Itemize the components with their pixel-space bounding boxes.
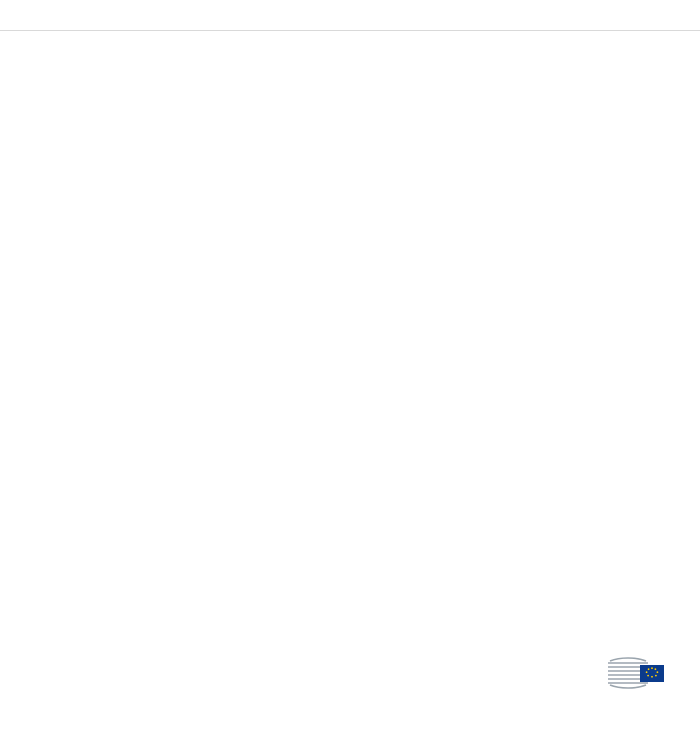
plot-region — [84, 77, 670, 529]
ep-logo-icon — [606, 655, 668, 693]
bar-group — [84, 77, 670, 529]
ep-logo — [606, 655, 678, 693]
chart-area — [22, 65, 678, 535]
top-bar — [0, 0, 700, 31]
title-block — [0, 31, 700, 47]
ep-logo-mark — [606, 655, 668, 693]
